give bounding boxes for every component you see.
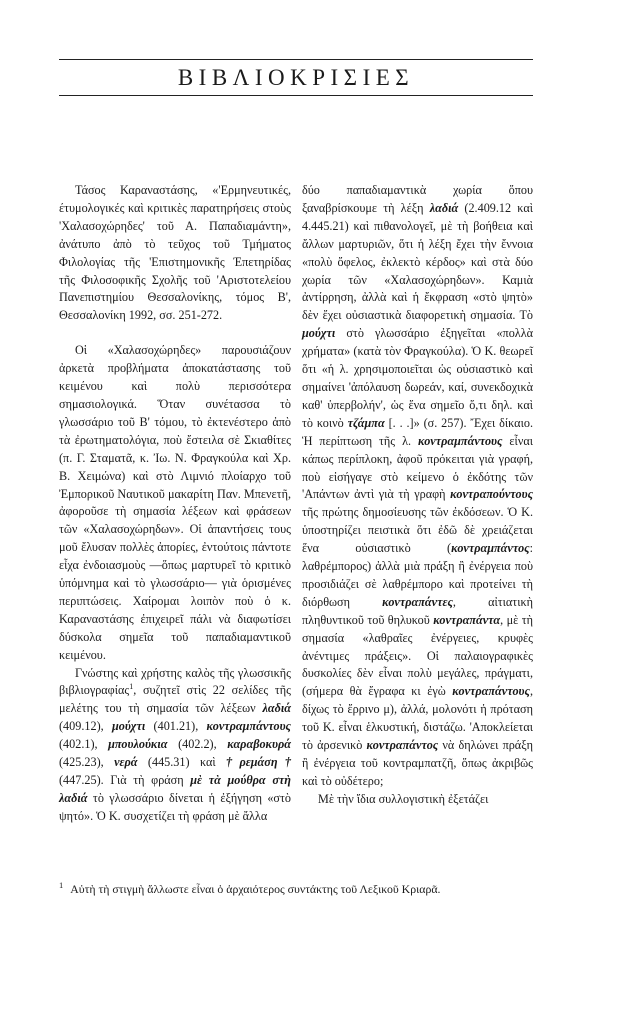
term-kontrapountous: κοντραπούντους — [450, 487, 533, 502]
term-nera: νερά — [114, 755, 138, 770]
text-run: στὸ γλωσσάριο ἐξηγεῖται «πολλὰ χρήματα» (κατὰ τὸν Φραγκούλα). Ὁ Κ. θεωρεῖ ὅτι «ἡ λ. χρησιμοποιεῖται ὡς οὐσιαστικὸ καὶ σημαίνει 'ἀπόλαυση δωρεάν, καί, συνεκδοχικὰ καθ' ὑπερβολήν', ὡς ἕνα σημεῖο ὅ,τι δηλ. καὶ τὸ κοινὸ — [302, 326, 533, 430]
right-column — [302, 182, 533, 809]
text-run: [. . .]» (σ. 257). Ἔχει δίκαιο. Ἡ περίπτωση τῆς λ. — [302, 415, 533, 448]
review-paragraph-2-continued — [302, 182, 533, 791]
term-kontrapanta: κοντραπάντα — [433, 612, 501, 627]
text-run: (409.12), — [59, 719, 112, 734]
phrase-me-ta-mouthra: μὲ τὰ μούθρα στὴ λαδιά — [59, 773, 291, 805]
text-run: , συζητεῖ στὶς 22 σελίδες τῆς μελέτης του τὴ σημασία τῶν λέξεων — [59, 683, 291, 716]
text-run: (425.23), — [59, 755, 115, 770]
footnote-text: Αὐτὴ τὴ στιγμὴ ἄλλωστε εἶναι ὁ ἀρχαιότερος συντάκτης τοῦ Λεξικοῦ Κριαρᾶ. — [70, 882, 441, 896]
term-ladia: λαδιά — [429, 200, 459, 215]
text-run: εἶναι κάπως περίπλοκη, ἀφοῦ πρόκειται γιὰ γραφή, ποὺ εἰσήγαγε στὸ κείμενο ὁ ἐκδότης τῶν 'Απάντων ἀντὶ γιὰ τὴ γραφὴ — [302, 433, 533, 502]
term-kontrapantous: κοντραμπάντους — [206, 719, 291, 734]
text-run: (401.21), — [145, 719, 207, 734]
review-paragraph-3: Μὲ τὴν ἴδια συλλογιστικὴ ἐξετάζει — [318, 791, 489, 806]
term-kontrapantous: κοντραπάντους — [452, 684, 530, 699]
text-run: (447.25). Γιὰ τὴ φράση — [59, 773, 191, 787]
text-run: (402.2), — [167, 737, 228, 752]
term-mouchti: μούχτι — [111, 719, 146, 734]
text-run: (2.409.12 καὶ 4.445.21) καὶ πιθανολογεῖ, μὲ τὴ βοήθεια καὶ ἄλλων μαρτυριῶν, ὅτι ἡ λέξη ἔχει τὴν ἔννοια «πολὺ ὄφελος, ἐκλεκτὸ κέρδος» καὶ στὰ δύο χωρία τῶν «Χαλασοχώρηδων». Καμιὰ ἀντίρρηση, ἀλλὰ καὶ ἡ ἔκφραση «στὸ ψητὸ» δὲν ἔχει οὐσιαστικὰ διαφορετικὴ σημασία. Τὸ — [302, 200, 533, 323]
header-top-rule — [59, 59, 533, 60]
text-run: : λαθρέμπορος) ἀλλὰ μιὰ πράξη ἢ ἐνέργεια ποὺ προσιδιάζει σὲ λαθρέμπορο καὶ προτείνει τὴ διόρθωση — [302, 541, 533, 609]
section-title: ΒΙΒΛΙΟΚΡΙΣΙΕΣ — [177, 65, 415, 90]
footnote — [59, 881, 533, 897]
text-run: , δίχως τὸ ἔρρινο μ), ἀλλά, μολονότι ἡ πρόταση τοῦ Κ. εἶναι ἑλκυστική, διστάζω. 'Αποκλείεται τὸ ἀρσενικὸ — [302, 684, 533, 753]
term-kontrapantos: κοντραπάντος — [366, 738, 439, 753]
term-kontramporos: κοντραμπάντος — [451, 541, 530, 556]
text-run: , μὲ τὴ σημασία «λαθραῖες ἐνέργειες, κρυφὲς ἀνέντιμες πράξεις». Οἱ παλαιογραφικὲς δυσκολίες δὲν εἶναι πολὺ μεγάλες, πράγματι, (σήμερα θὰ ἔγραφα κι ἐγὼ — [302, 612, 533, 699]
term-mpoulouknia: μπουλούκια — [108, 737, 168, 752]
footnote-marker: 1 — [59, 880, 64, 891]
text-run: τὸ γλωσσάριο δίνεται ἡ ἐξήγηση «στὸ ψητό». Ὁ Κ. συσχετίζει τὴ φράση μὲ ἄλλα — [59, 790, 291, 823]
text-run: , αἰτιατικὴ πληθυντικοῦ τοῦ θηλυκοῦ — [302, 594, 533, 627]
term-fremasi: †ρεμάση† — [226, 755, 291, 770]
term-karavokyra: καραβοκυρά — [227, 737, 291, 752]
paragraph-2-start: Γνώστης καὶ χρήστης καλὸς τῆς γλωσσικῆς βιβλιογραφίας — [59, 665, 291, 698]
text-run: δύο παπαδιαμαντικὰ χωρία ὅπου ξαναβρίσκουμε τὴ λέξη — [302, 183, 533, 215]
book-citation: Τάσος Καραναστάσης, «'Ερμηνευτικές, έτυμολογικές καὶ κριτικὲς παρατηρήσεις στοὺς 'Χαλασοχώρηδες' τοῦ Α. Παπαδιαμάντη», ἀνάτυπο ἀπὸ τὸ τεῦχος τοῦ Τμήματος Φιλολογίας τῆς 'Επιστημονικῆς Έπετηρίδας τῆς Φιλοσοφικῆς Σχολῆς τοῦ 'Αριστοτελείου Πανεπιστημίου Θεσσαλονίκης, τόμος Β', Θεσσαλονίκη 1992, σσ. 251-272. — [59, 183, 291, 323]
left-column — [59, 182, 291, 826]
review-paragraph-2 — [59, 665, 291, 826]
review-paragraph-1: Οἱ «Χαλασοχώρηδες» παρουσιάζουν ἀρκετὰ προβλήματα ἀποκατάστασης τοῦ κειμένου καὶ πολὺ περισσότερα σημασιολογικά. Ὅταν συνέτασσα τὸ γλωσσάριο τοῦ Β' τόμου, τὸ ἐκτενέστερο ἀπὸ τὰ ἐρωτηματολόγια, ποὺ ἔστειλα σὲ Σκιαθίτες (π. Γ. Σταματᾶ, κ. Ἰω. Ν. Φραγκούλα καὶ Χρ. Β. Χειμώνα) καὶ στὸ Λιμνιό πλοίαρχο τοῦ Ἐμπορικοῦ Ναυτικοῦ μακαρίτη Παν. Μπενετῆ, ἀφοροῦσε τὴ σημασία λέξεων καὶ φράσεων τῶν «Χαλασοχώρηδων». Οἱ ἀπαντήσεις τους μοῦ ἔλυσαν πολλὲς ἀπορίες, ἐντούτοις πάντοτε εἶχα ἐνδοιασμοὺς —ὅπως μαρτυρεῖ τὸ κριτικὸ ὑπόμνημα καὶ τὸ γλωσσάριο— γιὰ ὁρισμένες περιπτώσεις. Χαίρομαι λοιπὸν ποὺ ὁ κ. Καραναστάσης ἐπιχειρεῖ πάλι νὰ διαφωτίσει δύσκολα σημεῖα τοῦ παπαδιαμαντικοῦ κειμένου. — [59, 343, 291, 662]
text-run: (445.31) καὶ — [137, 755, 227, 770]
term-ladia: λαδιά — [262, 701, 291, 716]
header-bottom-rule — [59, 95, 533, 96]
term-mouchti: μούχτι — [302, 326, 336, 341]
term-kontrapantous: κοντραμπάντους — [417, 433, 503, 448]
text-run: τῆς πρώτης δημοσίευσης τῶν ἐκδόσεων. Ὁ Κ. ὑποστηρίζει πειστικὰ ὅτι ἐδῶ δὲ χρειάζεται ἕνα οὐσιαστικὸ ( — [302, 505, 533, 556]
text-run: (402.1), — [59, 737, 109, 752]
term-kontrapantes: κοντραπάντες — [382, 594, 453, 609]
footnote-reference[interactable]: 1 — [129, 682, 134, 692]
text-run: νὰ δηλώνει πράξη ἢ ἐνέργεια τοῦ κοντραμπατζῆ, ὅπως ἀκριβῶς καὶ τὸ οὐδέτερο; — [302, 738, 533, 788]
term-tzampa: τζάμπα — [347, 415, 385, 430]
